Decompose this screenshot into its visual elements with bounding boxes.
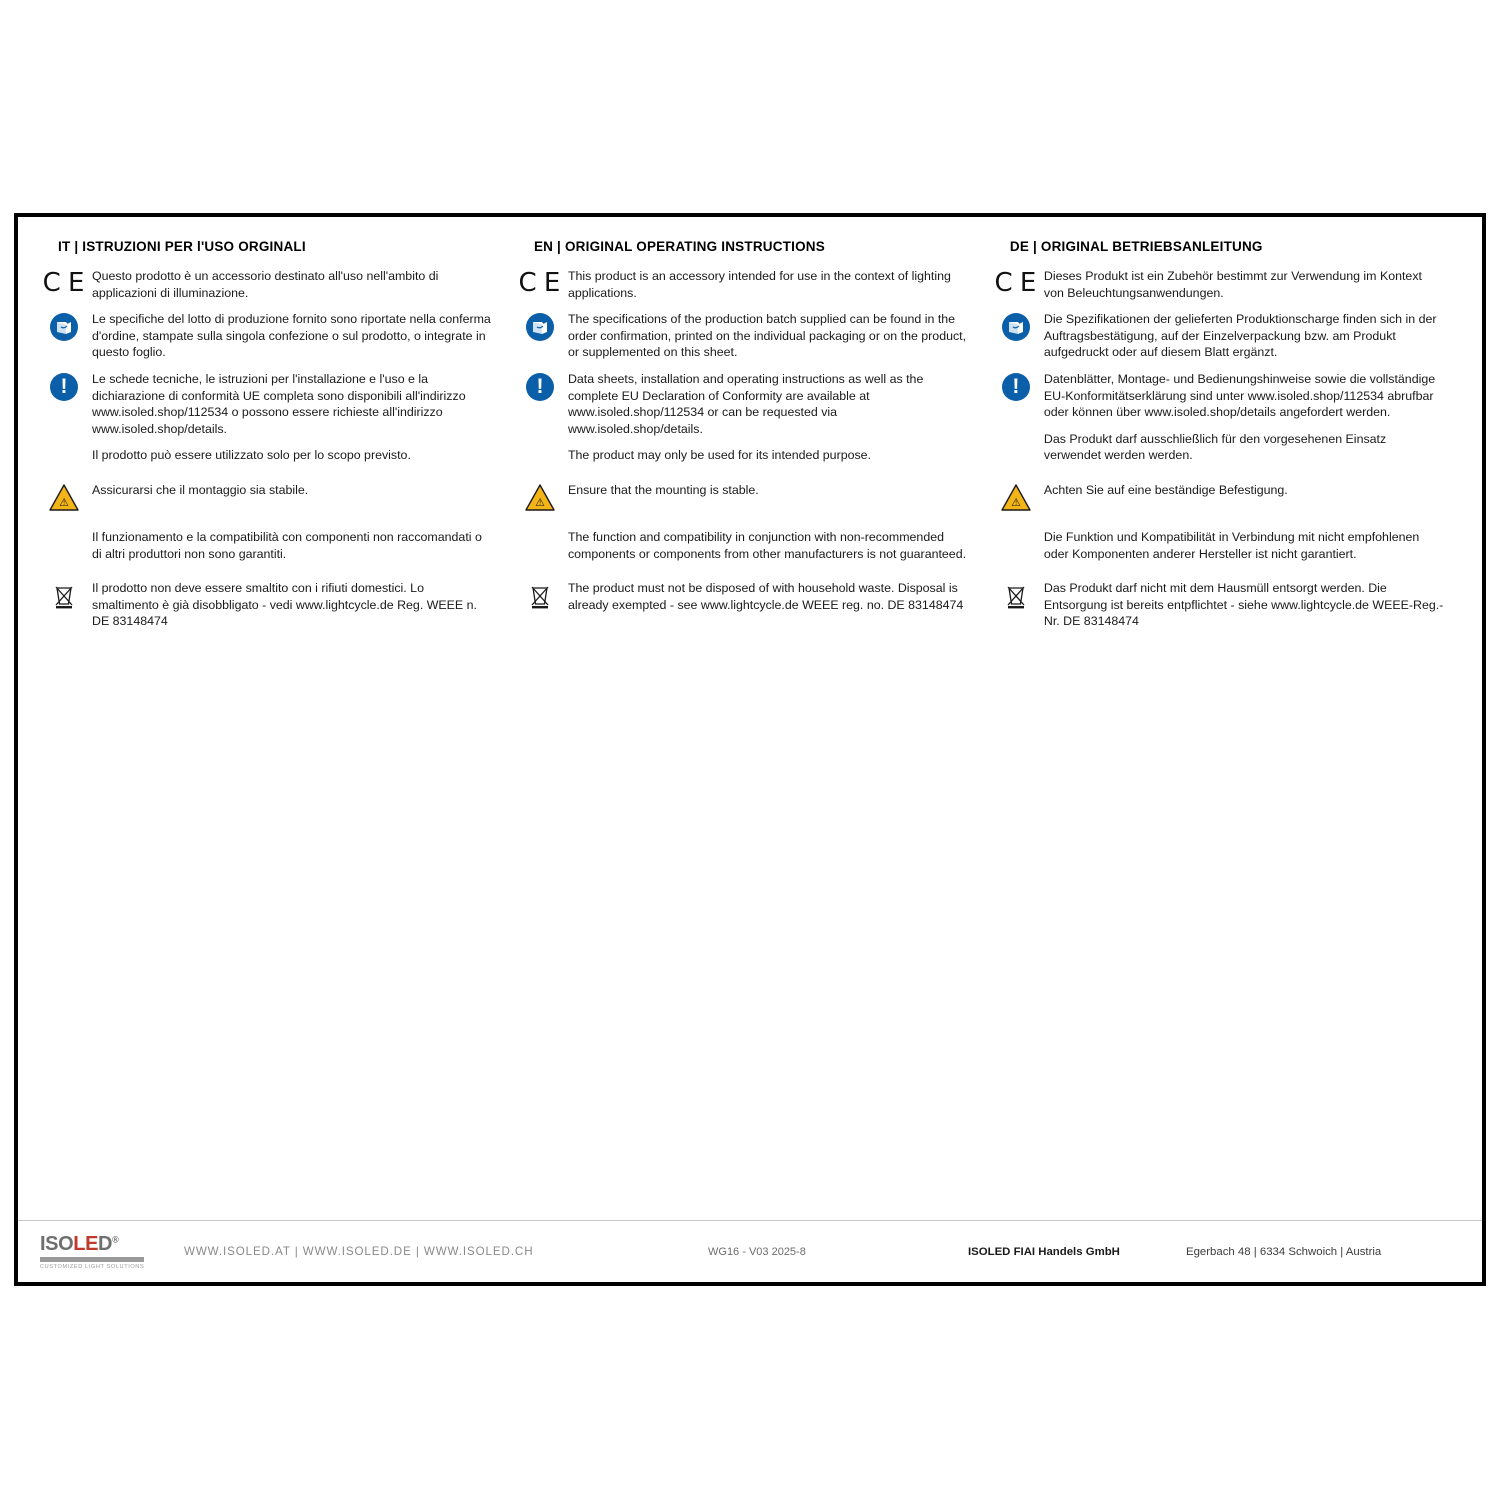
instruction-text: Die Spezifikationen der gelieferten Produktionscharge finden sich in der Auftragsbestätigung, auf der Einzelverpackung bzw. am Produkt aufgedruckt oder auf diesem Blatt ergänzt. xyxy=(1043,312,1437,360)
column-heading-en: EN | ORIGINAL OPERATING INSTRUCTIONS xyxy=(533,239,825,254)
instruction-row xyxy=(988,580,1444,630)
language-columns xyxy=(18,217,1482,1282)
instruction-row xyxy=(36,447,492,464)
instruction-row xyxy=(512,447,968,464)
instruction-row xyxy=(36,482,492,511)
instruction-row xyxy=(988,371,1444,421)
instruction-row xyxy=(36,311,492,361)
logo-subtitle: CUSTOMIZED LIGHT SOLUTIONS xyxy=(40,1264,145,1270)
weee-bin-icon xyxy=(512,580,568,612)
instruction-text: Ensure that the mounting is stable. xyxy=(567,482,759,497)
production-batch-icon xyxy=(36,311,92,341)
instruction-text: Il funzionamento e la compatibilità con componenti non raccomandati o di altri produttori non sono garantiti. xyxy=(92,529,482,561)
isoled-logo xyxy=(40,1233,160,1270)
instruction-text: Le schede tecniche, le istruzioni per l'installazione e l'uso e la dichiarazione di conformità UE completa sono disponibili all'indirizzo www.isoled.shop/112534 o possono essere richieste all'indirizzo www.isoled.shop/details. xyxy=(92,371,466,436)
logo-text-accent: LE xyxy=(73,1233,99,1255)
instruction-row xyxy=(988,431,1444,464)
instruction-row xyxy=(36,580,492,630)
instruction-text: The product may only be used for its intended purpose. xyxy=(567,448,871,463)
instruction-text: Questo prodotto è un accessorio destinato all'uso nell'ambito di applicazioni di illuminazione. xyxy=(92,269,439,300)
svg-text:⚠: ⚠ xyxy=(59,495,69,509)
column-it xyxy=(36,239,512,1282)
instruction-text: Das Produkt darf ausschließlich für den vorgesehenen Einsatz verwendet werden werden. xyxy=(1043,431,1387,463)
footer-websites: WWW.ISOLED.AT | WWW.ISOLED.DE | WWW.ISOLED.CH xyxy=(184,1245,534,1258)
logo-registered-mark: ® xyxy=(112,1234,119,1245)
instruction-text: Le specifiche del lotto di produzione fornito sono riportate nella conferma d'ordine, stampate sulla singola confezione o sul prodotto, o integrate in questo foglio. xyxy=(92,312,491,360)
instruction-row xyxy=(36,268,492,301)
column-de xyxy=(988,239,1464,1282)
instruction-row xyxy=(988,268,1444,301)
instruction-row xyxy=(988,311,1444,361)
instruction-sheet xyxy=(14,213,1486,1286)
instruction-text: Il prodotto non deve essere smaltito con i rifiuti domestici. Lo smaltimento è già disobbligato - vedi www.lightcycle.de Reg. WEEE n. DE 83148474 xyxy=(92,581,477,629)
warning-triangle-icon xyxy=(36,482,92,511)
logo-bar xyxy=(40,1257,144,1262)
weee-bin-icon xyxy=(988,580,1044,612)
instruction-row xyxy=(512,268,968,301)
instruction-text: The product must not be disposed of with household waste. Disposal is already exempted - see www.lightcycle.de WEEE reg. no. DE 83148474 xyxy=(567,581,964,612)
production-batch-icon xyxy=(988,311,1044,341)
instruction-text: Assicurarsi che il montaggio sia stabile. xyxy=(92,482,309,497)
production-batch-icon xyxy=(512,311,568,341)
instruction-text: The specifications of the production batch supplied can be found in the order confirmation, printed on the individual packaging or on the product, or supplemented on this sheet. xyxy=(567,312,967,360)
instruction-text: Dieses Produkt ist ein Zubehör bestimmt zur Verwendung im Kontext von Beleuchtungsanwendungen. xyxy=(1043,269,1422,300)
instruction-text: Data sheets, installation and operating instructions as well as the complete EU Declaration of Conformity are available at www.isoled.shop/112534 or can be requested via www.isoled.shop/details. xyxy=(567,371,924,436)
footer-company-name: ISOLED FIAI Handels GmbH xyxy=(968,1245,1120,1258)
instruction-row xyxy=(512,311,968,361)
instruction-row xyxy=(512,529,968,562)
ce-mark-icon: C E xyxy=(518,268,562,298)
instruction-text: Il prodotto può essere utilizzato solo per lo scopo previsto. xyxy=(92,448,411,463)
column-heading-it: IT | ISTRUZIONI PER l'USO ORGINALI xyxy=(58,239,306,254)
warning-triangle-icon xyxy=(512,482,568,511)
page-footer xyxy=(18,1220,1482,1282)
instruction-row xyxy=(512,371,968,437)
weee-bin-icon xyxy=(36,580,92,612)
instruction-text: Die Funktion und Kompatibilität in Verbindung mit nicht empfohlenen oder Komponenten anderer Hersteller ist nicht garantiert. xyxy=(1043,529,1420,561)
logo-wordmark xyxy=(40,1233,160,1256)
logo-text-left: ISO xyxy=(40,1233,74,1255)
footer-company-address: Egerbach 48 | 6334 Schwoich | Austria xyxy=(1186,1245,1382,1258)
svg-text:⚠: ⚠ xyxy=(1010,495,1021,509)
logo-text-accent2: D xyxy=(98,1233,113,1255)
instruction-text: The function and compatibility in conjunction with non-recommended components or components from other manufacturers is not guaranteed. xyxy=(567,529,967,561)
instruction-row xyxy=(988,482,1444,511)
ce-mark-icon: C E xyxy=(42,268,86,298)
instruction-text: Achten Sie auf eine beständige Befestigung. xyxy=(1043,482,1288,497)
instruction-row xyxy=(512,482,968,511)
svg-text:⚠: ⚠ xyxy=(535,495,545,509)
instruction-row xyxy=(36,371,492,437)
instruction-row xyxy=(512,580,968,613)
instruction-row xyxy=(988,529,1444,562)
column-heading-de: DE | ORIGINAL BETRIEBSANLEITUNG xyxy=(1009,239,1263,254)
instruction-row xyxy=(36,529,492,562)
ce-mark-icon: C E xyxy=(994,268,1038,298)
footer-document-code: WG16 - V03 2025-8 xyxy=(708,1245,806,1258)
column-en xyxy=(512,239,988,1282)
exclamation-icon: ! xyxy=(36,371,92,401)
exclamation-icon: ! xyxy=(988,371,1044,401)
instruction-text: Datenblätter, Montage- und Bedienungshinweise sowie die vollständige EU-Konformitätserklärung sind unter www.isoled.shop/112534 abrufbar oder können über www.isoled.shop/details angefordert werden. xyxy=(1043,371,1436,420)
warning-triangle-icon xyxy=(988,482,1044,511)
instruction-text: Das Produkt darf nicht mit dem Hausmüll entsorgt werden. Die Entsorgung ist bereits entpflichtet - siehe www.lightcycle.de WEEE-Reg.-Nr. DE 83148474 xyxy=(1043,581,1444,629)
instruction-text: This product is an accessory intended for use in the context of lighting applications. xyxy=(567,269,951,300)
exclamation-icon: ! xyxy=(512,371,568,401)
